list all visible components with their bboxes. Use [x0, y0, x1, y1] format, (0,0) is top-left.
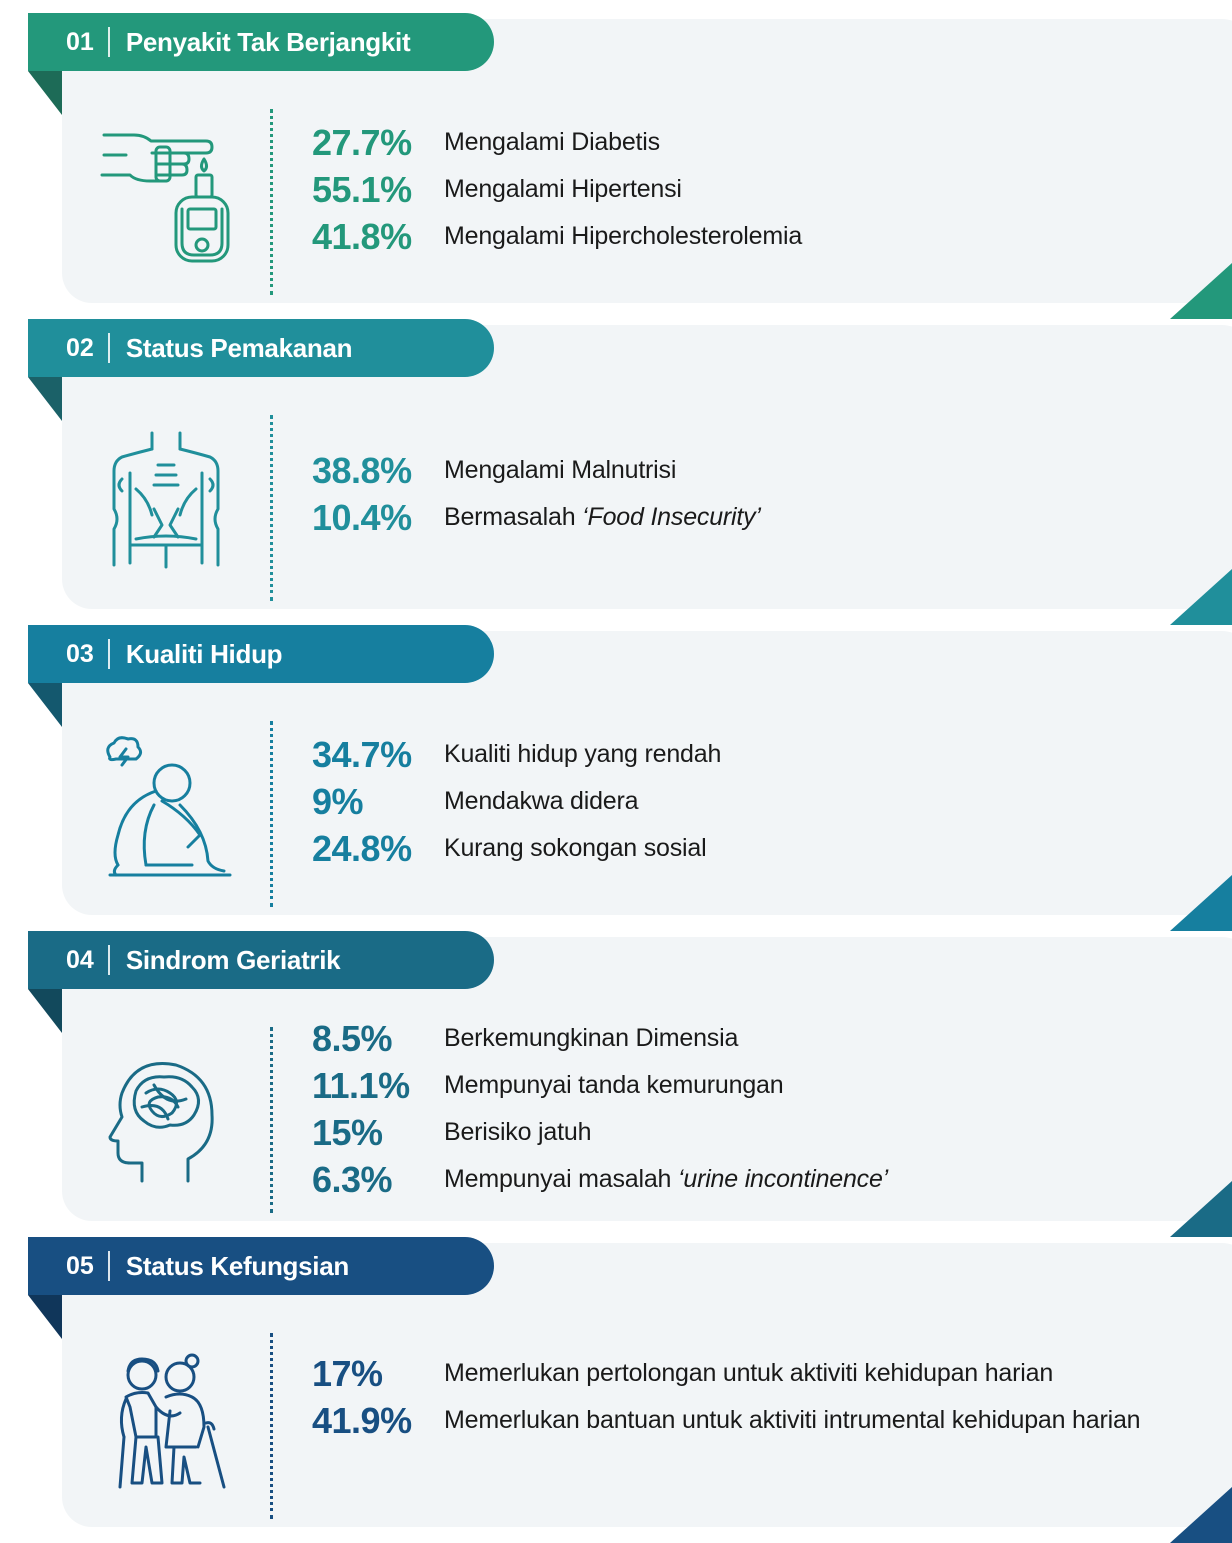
header-separator — [108, 333, 110, 363]
section-title: Status Kefungsian — [125, 1250, 349, 1281]
stat-row — [312, 825, 721, 872]
stat-label: Kurang sokongan sosial — [444, 834, 707, 862]
malnourished-body-icon — [96, 429, 236, 589]
stat-row — [312, 1156, 888, 1203]
stat-row — [312, 1397, 1140, 1444]
stat-row — [312, 778, 721, 825]
section-header-tab — [28, 319, 494, 377]
stat-label: Mengalami Diabetis — [444, 128, 660, 156]
section-number: 04 — [66, 945, 94, 974]
section-sindrom-geriatrik — [0, 931, 1232, 1237]
stat-percentage: 27.7% — [312, 121, 412, 163]
stat-list — [312, 731, 721, 872]
section-title: Sindrom Geriatrik — [125, 944, 341, 975]
stat-percentage: 8.5% — [312, 1017, 393, 1059]
dotted-divider — [270, 415, 273, 601]
corner-accent — [1170, 1181, 1232, 1237]
stat-label-text: Mempunyai masalah — [444, 1165, 679, 1193]
stat-row — [312, 494, 761, 541]
corner-accent — [1170, 875, 1232, 931]
stat-list — [312, 119, 802, 260]
stat-label: Memerlukan bantuan untuk aktiviti intrumental kehidupan harian — [444, 1406, 1141, 1434]
ribbon-fold — [28, 1295, 62, 1339]
stat-percentage: 24.8% — [312, 827, 412, 869]
stat-percentage: 38.8% — [312, 449, 412, 491]
sad-person-icon — [96, 735, 236, 895]
stat-label — [444, 1165, 888, 1194]
stat-row — [312, 1350, 1140, 1397]
stat-percentage: 34.7% — [312, 733, 412, 775]
ribbon-fold — [28, 71, 62, 115]
stat-label: Memerlukan pertolongan untuk aktiviti kehidupan harian — [444, 1359, 1054, 1387]
stat-percentage: 11.1% — [312, 1064, 410, 1106]
ribbon-fold — [28, 683, 62, 727]
stat-label: Mendakwa didera — [444, 787, 639, 815]
stat-percentage: 55.1% — [312, 168, 412, 210]
section-title: Status Pemakanan — [125, 332, 353, 363]
header-separator — [108, 945, 110, 975]
section-status-pemakanan — [0, 319, 1232, 625]
stat-percentage: 41.9% — [312, 1399, 412, 1441]
section-number: 05 — [66, 1251, 94, 1280]
corner-accent — [1170, 263, 1232, 319]
stat-label: Mengalami Hipercholesterolemia — [444, 222, 803, 250]
section-kualiti-hidup — [0, 625, 1232, 931]
stat-percentage: 41.8% — [312, 215, 412, 257]
ribbon-fold — [28, 377, 62, 421]
header-separator — [108, 639, 110, 669]
stat-percentage: 6.3% — [312, 1158, 393, 1200]
stat-row — [312, 166, 802, 213]
section-header-tab — [28, 13, 494, 71]
glucose-meter-icon — [96, 123, 236, 283]
corner-accent — [1170, 1487, 1232, 1543]
stat-list — [312, 447, 761, 541]
elderly-couple-icon — [96, 1347, 236, 1507]
section-header-tab — [28, 625, 494, 683]
header-separator — [108, 1251, 110, 1281]
dotted-divider — [270, 1027, 273, 1213]
stat-percentage: 10.4% — [312, 496, 412, 538]
stat-label: Mengalami Hipertensi — [444, 175, 682, 203]
stat-row — [312, 1109, 888, 1156]
stat-row — [312, 731, 721, 778]
stat-label-italic: ‘Food Insecurity’ — [582, 503, 761, 531]
stat-row — [312, 119, 802, 166]
stat-percentage: 15% — [312, 1111, 383, 1153]
section-number: 02 — [66, 333, 94, 362]
stat-label: Berkemungkinan Dimensia — [444, 1024, 739, 1052]
section-header-tab — [28, 931, 494, 989]
section-number: 01 — [66, 27, 94, 56]
tangled-brain-head-icon — [96, 1041, 236, 1201]
header-separator — [108, 27, 110, 57]
stat-percentage: 17% — [312, 1352, 383, 1394]
section-header-tab — [28, 1237, 494, 1295]
stat-label: Kualiti hidup yang rendah — [444, 740, 722, 768]
section-title: Kualiti Hidup — [125, 638, 283, 669]
corner-accent — [1170, 569, 1232, 625]
stat-row — [312, 1015, 888, 1062]
stat-label: Berisiko jatuh — [444, 1118, 592, 1146]
stat-row — [312, 447, 761, 494]
stat-label-italic: ‘urine incontinence’ — [678, 1165, 889, 1193]
stat-label: Mempunyai tanda kemurungan — [444, 1071, 784, 1099]
stat-percentage: 9% — [312, 780, 364, 822]
dotted-divider — [270, 721, 273, 907]
section-title: Penyakit Tak Berjangkit — [125, 26, 411, 57]
stat-row — [312, 213, 802, 260]
stat-list — [312, 1350, 1140, 1444]
stat-list — [312, 1015, 888, 1203]
stat-label — [444, 503, 761, 532]
dotted-divider — [270, 1333, 273, 1519]
section-penyakit-tak-berjangkit — [0, 13, 1232, 319]
stat-label-text: Bermasalah — [444, 503, 583, 531]
stat-label: Mengalami Malnutrisi — [444, 456, 677, 484]
section-status-kefungsian — [0, 1237, 1232, 1543]
dotted-divider — [270, 109, 273, 295]
stat-row — [312, 1062, 888, 1109]
section-number: 03 — [66, 639, 94, 668]
ribbon-fold — [28, 989, 62, 1033]
